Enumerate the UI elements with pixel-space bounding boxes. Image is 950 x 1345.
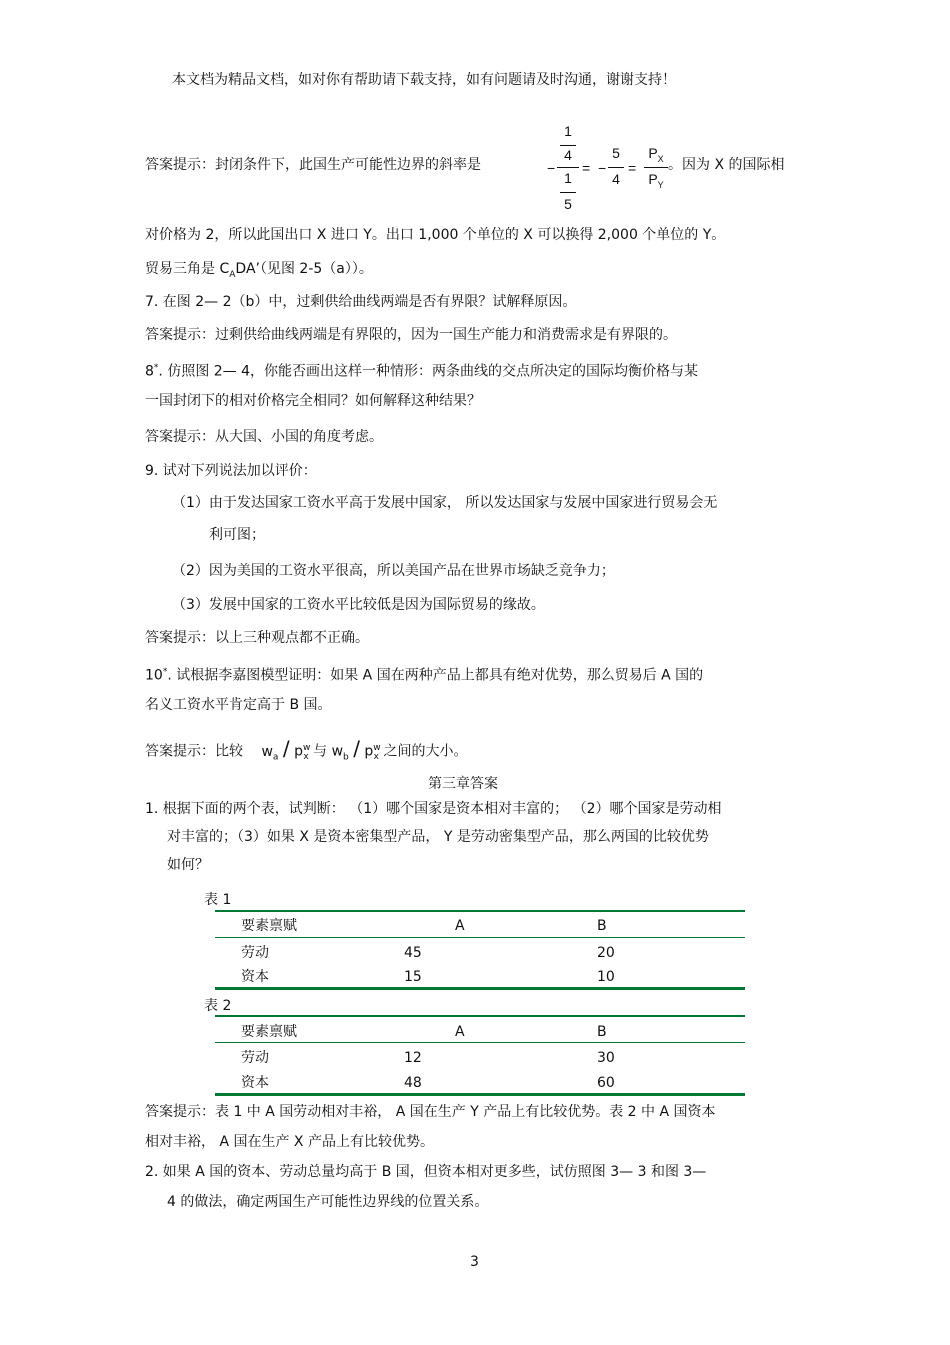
equals-2: = bbox=[628, 160, 637, 176]
table-2-cell: 60 bbox=[597, 1075, 615, 1091]
table-2-caption: 表 2 bbox=[204, 998, 232, 1014]
table-1-cell: 10 bbox=[597, 969, 615, 985]
table-1-header: 要素禀赋 bbox=[241, 918, 297, 934]
table-1-cell: 资本 bbox=[241, 969, 269, 985]
chapter-3-question-1: 1. 根据下面的两个表，试判断： （1）哪个国家是资本相对丰富的； （2）哪个国家是劳动相 bbox=[145, 801, 722, 817]
table-1-caption: 表 1 bbox=[204, 892, 232, 908]
num-1b: 1 bbox=[564, 170, 572, 186]
table-1-header: A bbox=[455, 918, 465, 934]
table-1-bottom-rule bbox=[215, 987, 745, 990]
table-2-bottom-rule bbox=[215, 1093, 745, 1096]
text-line: 对价格为 2，所以此国出口 X 进口 Y。出口 1,000 个单位的 X 可以换得 2,000 个单位的 Y。 bbox=[145, 227, 726, 243]
num-1: 1 bbox=[564, 123, 572, 139]
table-1-top-rule bbox=[215, 910, 745, 912]
equals-1: = bbox=[582, 160, 591, 176]
question-8: 8*. 仿照图 2— 4，你能否画出这样一种情形：两条曲线的交点所决定的国际均衡价格与某 bbox=[145, 363, 699, 380]
minus-sign: − bbox=[547, 160, 556, 176]
table-2-cell: 12 bbox=[404, 1050, 422, 1066]
fraction-bar-2 bbox=[608, 167, 624, 168]
question-9-item-1-cont: 利可图； bbox=[209, 527, 265, 543]
minus-sign-2: − bbox=[598, 160, 607, 176]
answer-7: 答案提示：过剩供给曲线两端是有界限的，因为一国生产能力和消费需求是有界限的。 bbox=[145, 327, 677, 343]
den-4b: 4 bbox=[612, 171, 620, 187]
den-5: 5 bbox=[564, 196, 572, 212]
table-2-cell: 30 bbox=[597, 1050, 615, 1066]
answer-8: 答案提示：从大国、小国的角度考虑。 bbox=[145, 429, 383, 445]
fraction-bar-3 bbox=[644, 167, 668, 168]
table-2-header: B bbox=[597, 1024, 607, 1040]
den-4: 4 bbox=[564, 147, 572, 163]
question-10-cont: 名义工资水平肯定高于 B 国。 bbox=[145, 697, 332, 713]
table-1-cell: 45 bbox=[404, 945, 422, 961]
question-9: 9. 试对下列说法加以评价： bbox=[145, 463, 317, 479]
px: $P_X$ bbox=[648, 145, 664, 164]
chapter-3-question-2: 2. 如果 A 国的资本、劳动总量均高于 B 国，但资本相对更多些，试仿照图 3— 3 和图 3— bbox=[145, 1164, 707, 1180]
trade-triangle-line: 贸易三角是 $C_ADA$’（见图 2-5（a））。 bbox=[145, 261, 373, 280]
answer-chapter-3-q1-cont: 相对丰裕， A 国在生产 X 产品上有比较优势。 bbox=[145, 1134, 434, 1150]
table-1-cell: 20 bbox=[597, 945, 615, 961]
formula-tail: 。因为 X 的国际相 bbox=[668, 157, 785, 173]
question-9-item-1: （1）由于发达国家工资水平高于发展中国家， 所以发达国家与发展中国家进行贸易会无 bbox=[172, 495, 718, 511]
table-1-header-rule bbox=[215, 937, 745, 938]
table-2-cell: 资本 bbox=[241, 1075, 269, 1091]
fraction-bar-small bbox=[560, 145, 576, 146]
fraction-bar-small-2 bbox=[560, 192, 576, 193]
chapter-3-title: 第三章答案 bbox=[428, 776, 498, 792]
question-8-cont: 一国封闭下的相对价格完全相同？如何解释这种结果？ bbox=[145, 393, 481, 409]
page-header: 本文档为精品文档，如对你有帮助请下载支持，如有问题请及时沟通，谢谢支持！ bbox=[172, 72, 676, 88]
answer-hint-slope: 答案提示：封闭条件下，此国生产可能性边界的斜率是 bbox=[145, 157, 481, 173]
answer-10: 答案提示：比较 $w_a / p^w_x$ 与 $w_b / p^w_x$ 之间的大小。 bbox=[145, 736, 468, 763]
table-1-cell: 劳动 bbox=[241, 945, 269, 961]
table-2-header-rule bbox=[215, 1042, 745, 1043]
chapter-3-question-1-cont-2: 如何？ bbox=[167, 857, 209, 873]
question-9-item-2: （2）因为美国的工资水平很高，所以美国产品在世界市场缺乏竞争力； bbox=[172, 563, 615, 579]
fraction-bar-main bbox=[557, 167, 579, 168]
table-2-cell: 48 bbox=[404, 1075, 422, 1091]
page-number: 3 bbox=[470, 1254, 479, 1270]
answer-chapter-3-q1: 答案提示：表 1 中 A 国劳动相对丰裕， A 国在生产 Y 产品上有比较优势。表 2 中 A 国资本 bbox=[145, 1104, 716, 1120]
chapter-3-question-1-cont: 对丰富的；（3）如果 X 是资本密集型产品， Y 是劳动密集型产品，那么两国的比较优势 bbox=[167, 829, 709, 845]
table-1-header: B bbox=[597, 918, 607, 934]
question-10: 10*. 试根据李嘉图模型证明：如果 A 国在两种产品上都具有绝对优势，那么贸易后 A 国的 bbox=[145, 667, 704, 684]
table-1-cell: 15 bbox=[404, 969, 422, 985]
table-2-header: 要素禀赋 bbox=[241, 1024, 297, 1040]
num-5: 5 bbox=[612, 145, 620, 161]
question-7: 7. 在图 2— 2（b）中，过剩供给曲线两端是否有界限？试解释原因。 bbox=[145, 294, 577, 310]
table-2-cell: 劳动 bbox=[241, 1050, 269, 1066]
py: $P_Y$ bbox=[648, 171, 664, 190]
table-2-header: A bbox=[455, 1024, 465, 1040]
table-2-top-rule bbox=[215, 1015, 745, 1017]
question-9-item-3: （3）发展中国家的工资水平比较低是因为国际贸易的缘故。 bbox=[172, 597, 545, 613]
chapter-3-question-2-cont: 4 的做法，确定两国生产可能性边界线的位置关系。 bbox=[167, 1194, 489, 1210]
answer-9: 答案提示：以上三种观点都不正确。 bbox=[145, 630, 369, 646]
